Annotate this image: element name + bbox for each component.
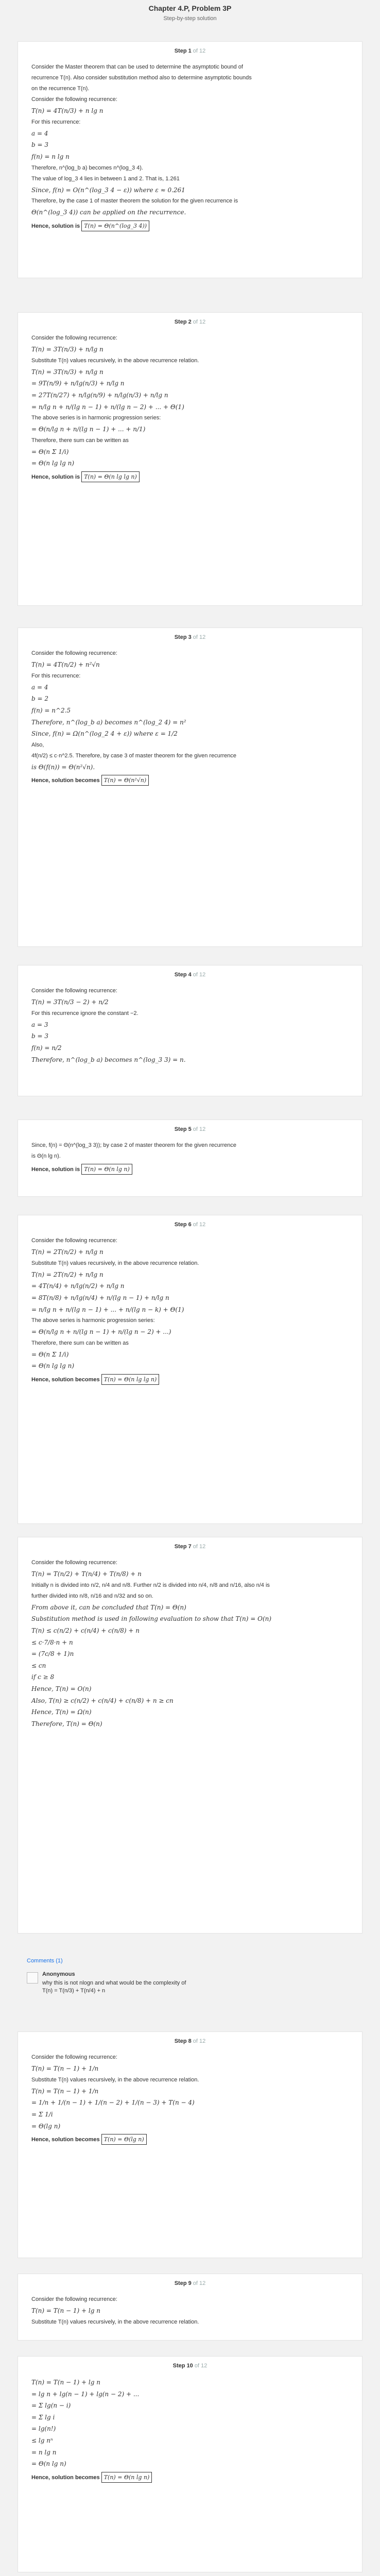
avatar bbox=[27, 1972, 38, 1984]
equation-line: = Σ lg i bbox=[31, 2413, 55, 2421]
equation-line: a = 3 bbox=[31, 1021, 48, 1028]
comment-author[interactable]: Anonymous bbox=[42, 1971, 75, 1977]
text-line: Therefore, n^(log_b a) becomes n^(log_3 4). bbox=[31, 164, 143, 171]
result-prefix: Hence, solution becomes bbox=[31, 1376, 100, 1383]
text-line: Therefore, by the case 1 of master theorem the solution for the given recurrence is bbox=[31, 198, 238, 205]
equation-line: f(n) = n lg n bbox=[31, 153, 70, 161]
equation-line: Since, f(n) = Ω(n^(log_2 4 + ε)) where ε = 1/2 bbox=[31, 730, 178, 738]
equation-line: From above it, can be concluded that T(n) = Θ(n) bbox=[31, 1603, 186, 1611]
result-line bbox=[31, 2472, 349, 2483]
equation-line: b = 2 bbox=[31, 695, 48, 703]
step-card bbox=[18, 1215, 362, 1524]
equation-line: ≤ c·7/8·n + n bbox=[31, 1638, 73, 1646]
text-line: Consider the following recurrence: bbox=[31, 335, 117, 342]
result-box: T(n) = Θ(n lg lg n) bbox=[81, 471, 140, 482]
equation-line: a = 4 bbox=[31, 683, 48, 691]
step-label: Step 9 bbox=[174, 2280, 192, 2286]
text-line: Substitute T(n) values recursively, in the above recurrence relation. bbox=[31, 1260, 199, 1266]
text-line: Consider the following recurrence: bbox=[31, 2054, 117, 2061]
step-heading bbox=[31, 633, 349, 642]
equation-line: T(n) = T(n − 1) + 1/n bbox=[31, 2087, 99, 2095]
equation-line: T(n) = T(n − 1) + lg n bbox=[31, 2379, 100, 2386]
equation-line: Therefore, n^(log_b a) becomes n^(log_2 4) = n² bbox=[31, 718, 186, 726]
equation-line: T(n) = 2T(n/2) + n/lg n bbox=[31, 1248, 103, 1256]
equation-line: = Θ(n lg n) bbox=[31, 2460, 66, 2468]
step-heading bbox=[31, 318, 349, 327]
text-line: Since, f(n) = Θ(n^(log_3 3)); by case 2 of master theorem for the given recurrence bbox=[31, 1142, 236, 1149]
step-count: of 12 bbox=[193, 319, 206, 325]
step-card bbox=[18, 1537, 362, 1934]
step-count: of 12 bbox=[193, 634, 206, 640]
equation-line: = n lg n bbox=[31, 2448, 57, 2456]
equation-line: Hence, T(n) = Ω(n) bbox=[31, 1708, 92, 1716]
equation-line: Therefore, n^(log_b a) becomes n^(log_3 3) = n. bbox=[31, 1056, 186, 1063]
step-count: of 12 bbox=[193, 2280, 206, 2286]
step-card bbox=[18, 2356, 362, 2572]
step-count: of 12 bbox=[193, 1126, 206, 1132]
equation-line: = (7c/8 + 1)n bbox=[31, 1650, 74, 1658]
step-count: of 12 bbox=[193, 48, 206, 54]
step-label: Step 2 bbox=[174, 319, 192, 325]
text-line: Substitute T(n) values recursively, in the above recurrence relation. bbox=[31, 2318, 199, 2325]
text-line: Initially n is divided into n/2, n/4 and n/8. Further n/2 is divided into n/4, n/8 and n/16, also n/4 is bbox=[31, 1582, 270, 1588]
step-card bbox=[18, 965, 362, 1096]
page-title: Chapter 4.P, Problem 3P bbox=[148, 4, 232, 12]
comment bbox=[27, 1971, 356, 2007]
result-box: T(n) = Θ(n lg n) bbox=[81, 1164, 132, 1175]
equation-line: Hence, T(n) = O(n) bbox=[31, 1685, 92, 1692]
result-box: T(n) = Θ(n lg lg n) bbox=[101, 1374, 160, 1385]
result-line bbox=[31, 471, 349, 482]
text-line: Consider the following recurrence: bbox=[31, 1238, 117, 1244]
equation-line: if c ≥ 8 bbox=[31, 1673, 55, 1681]
equation-line: T(n) = 4T(n/2) + n²√n bbox=[31, 661, 100, 669]
step-heading bbox=[31, 47, 349, 56]
step-label: Step 6 bbox=[174, 1222, 192, 1228]
text-line: The above series is harmonic progression series: bbox=[31, 1317, 155, 1324]
equation-line: = 27T(n/27) + n/lg(n/9) + n/lg(n/3) + n/lg n bbox=[31, 391, 168, 399]
equation-line: = Θ(n Σ 1/i) bbox=[31, 448, 69, 455]
step-label: Step 5 bbox=[174, 1126, 192, 1132]
equation-line: = n/lg n + n/(lg n − 1) + ... + n/(lg n − k) + Θ(1) bbox=[31, 1306, 184, 1313]
equation-line: f(n) = n/2 bbox=[31, 1044, 62, 1052]
step-count: of 12 bbox=[193, 1222, 206, 1228]
equation-line: T(n) = 3T(n/3 − 2) + n/2 bbox=[31, 998, 109, 1006]
result-box: T(n) = Θ(n²√n) bbox=[101, 775, 149, 786]
equation-line: = Θ(n/lg n + n/(lg n − 1) + ... + n/1) bbox=[31, 426, 146, 433]
equation-line: T(n) = 2T(n/2) + n/lg n bbox=[31, 1270, 103, 1278]
equation-line: T(n) = 4T(n/3) + n lg n bbox=[31, 107, 103, 115]
equation-line: Therefore, T(n) = Θ(n) bbox=[31, 1720, 102, 1727]
equation-line: Also, T(n) ≥ c(n/2) + c(n/4) + c(n/8) + n ≥ cn bbox=[31, 1697, 174, 1704]
page-subtitle: Step-by-step solution bbox=[163, 15, 217, 22]
text-line: on the recurrence T(n). bbox=[31, 86, 90, 92]
step-card bbox=[18, 1120, 362, 1197]
equation-line: is Θ(f(n)) = Θ(n²√n). bbox=[31, 763, 95, 771]
equation-line: ≤ cn bbox=[31, 1662, 46, 1669]
equation-line: a = 4 bbox=[31, 129, 48, 137]
step-card bbox=[18, 628, 362, 947]
step-heading bbox=[31, 2362, 349, 2370]
step-heading bbox=[31, 1221, 349, 1229]
equation-line: = lg(n!) bbox=[31, 2425, 56, 2433]
result-prefix: Hence, solution becomes bbox=[31, 2474, 100, 2481]
equation-line: ≤ lg nⁿ bbox=[31, 2437, 53, 2445]
equation-line: = Σ 1/i bbox=[31, 2110, 53, 2118]
step-heading bbox=[31, 2037, 349, 2046]
step-label: Step 8 bbox=[174, 2038, 192, 2044]
equation-line: T(n) ≤ c(n/2) + c(n/4) + c(n/8) + n bbox=[31, 1626, 140, 1634]
equation-line: T(n) = 3T(n/3) + n/lg n bbox=[31, 346, 103, 353]
step-label: Step 3 bbox=[174, 634, 192, 640]
result-line bbox=[31, 2134, 349, 2145]
equation-line: T(n) = T(n/2) + T(n/4) + T(n/8) + n bbox=[31, 1570, 142, 1578]
equation-line: = Θ(n lg lg n) bbox=[31, 1362, 75, 1370]
text-line: recurrence T(n). Also consider substitution method also to determine asymptotic bounds bbox=[31, 75, 252, 81]
text-line: Consider the following recurrence: bbox=[31, 1560, 117, 1566]
equation-line: = n/lg n + n/(lg n − 1) + n/(lg n − 2) + ... + Θ(1) bbox=[31, 403, 184, 411]
text-line: is Θ(n lg n). bbox=[31, 1153, 61, 1160]
step-heading bbox=[31, 2279, 349, 2288]
equation-line: = 1/n + 1/(n − 1) + 1/(n − 2) + 1/(n − 3) + T(n − 4) bbox=[31, 2099, 195, 2107]
text-line: Consider the Master theorem that can be used to determine the asymptotic bound of bbox=[31, 64, 243, 71]
text-line: Consider the following recurrence: bbox=[31, 2296, 117, 2303]
equation-line: = Σ lg(n − i) bbox=[31, 2402, 71, 2410]
text-line: For this recurrence: bbox=[31, 672, 81, 679]
result-prefix: Hence, solution becomes bbox=[31, 2137, 100, 2143]
result-line bbox=[31, 221, 349, 231]
equation-line: = Θ(lg n) bbox=[31, 2122, 61, 2130]
result-box: T(n) = Θ(lg n) bbox=[101, 2134, 147, 2145]
text-line: The value of log_3 4 lies in between 1 and 2. That is, 1.261 bbox=[31, 175, 180, 182]
equation-line: T(n) = 3T(n/3) + n/lg n bbox=[31, 368, 103, 376]
result-prefix: Hence, solution is bbox=[31, 1166, 80, 1173]
equation-line: = Θ(n/lg n + n/(lg n − 1) + n/(lg n − 2) + ...) bbox=[31, 1328, 171, 1336]
result-prefix: Hence, solution is bbox=[31, 223, 80, 229]
comments-link[interactable]: Comments (1) bbox=[27, 1958, 63, 1964]
step-heading bbox=[31, 1543, 349, 1551]
text-line: For this recurrence ignore the constant −2. bbox=[31, 1010, 139, 1016]
result-line bbox=[31, 775, 349, 786]
equation-line: = Θ(n lg lg n) bbox=[31, 460, 75, 467]
equation-line: Since, f(n) = O(n^(log_3 4 − ε)) where ε ≈ 0.261 bbox=[31, 186, 185, 194]
step-card bbox=[18, 2274, 362, 2341]
result-box: T(n) = Θ(n lg n) bbox=[101, 2472, 152, 2483]
equation-line: = lg n + lg(n − 1) + lg(n − 2) + ... bbox=[31, 2390, 140, 2398]
text-line: Therefore, there sum can be written as bbox=[31, 1340, 129, 1346]
equation-line: T(n) = T(n − 1) + lg n bbox=[31, 2307, 100, 2315]
step-count: of 12 bbox=[193, 2038, 206, 2044]
step-count: of 12 bbox=[193, 1544, 206, 1550]
step-card bbox=[18, 312, 362, 606]
step-heading bbox=[31, 971, 349, 979]
text-line: Also, bbox=[31, 741, 44, 748]
text-line: The above series is in harmonic progression series: bbox=[31, 415, 161, 421]
equation-line: f(n) = n^2.5 bbox=[31, 706, 71, 714]
step-label: Step 4 bbox=[174, 972, 192, 978]
result-prefix: Hence, solution is bbox=[31, 473, 80, 480]
text-line: For this recurrence: bbox=[31, 118, 81, 125]
result-prefix: Hence, solution becomes bbox=[31, 777, 100, 784]
step-heading bbox=[31, 1125, 349, 1134]
equation-line: = 4T(n/4) + n/lg(n/2) + n/lg n bbox=[31, 1282, 125, 1290]
result-line bbox=[31, 1374, 349, 1385]
step-card bbox=[18, 41, 362, 278]
text-line: Consider the following recurrence: bbox=[31, 96, 117, 103]
text-line: Substitute T(n) values recursively, in the above recurrence relation. bbox=[31, 2076, 199, 2083]
text-line: Therefore, there sum can be written as bbox=[31, 437, 129, 444]
step-count: of 12 bbox=[193, 972, 206, 978]
equation-line: Θ(n^(log_3 4)) can be applied on the recurrence. bbox=[31, 209, 186, 216]
step-label: Step 1 bbox=[174, 48, 192, 54]
text-line: Substitute T(n) values recursively, in the above recurrence relation. bbox=[31, 357, 199, 364]
step-count: of 12 bbox=[194, 2363, 208, 2369]
equation-line: = Θ(n Σ 1/i) bbox=[31, 1350, 69, 1358]
equation-line: Substitution method is used in following evaluation to show that T(n) = O(n) bbox=[31, 1615, 272, 1623]
equation-line: b = 3 bbox=[31, 1032, 48, 1040]
step-card bbox=[18, 2031, 362, 2258]
step-label: Step 7 bbox=[174, 1544, 192, 1550]
result-box: T(n) = Θ(n^(log_3 4)) bbox=[81, 221, 149, 231]
equation-line: b = 3 bbox=[31, 141, 48, 149]
text-line: further divided into n/8, n/16 and n/32 and so on. bbox=[31, 1592, 153, 1599]
text-line: 4f(n/2) ≤ c·n^2.5. Therefore, by case 3 of master theorem for the given recurrence bbox=[31, 752, 237, 759]
text-line: Consider the following recurrence: bbox=[31, 650, 117, 657]
step-label: Step 10 bbox=[172, 2363, 193, 2369]
comment-text: why this is not nlogn and what would be the complexity of T(n) = T(n/3) + T(n/4) + n bbox=[42, 1980, 186, 1994]
result-line bbox=[31, 1164, 349, 1175]
equation-line: = 8T(n/8) + n/lg(n/4) + n/(lg n − 1) + n/lg n bbox=[31, 1294, 169, 1301]
equation-line: T(n) = T(n − 1) + 1/n bbox=[31, 2065, 99, 2073]
equation-line: = 9T(n/9) + n/lg(n/3) + n/lg n bbox=[31, 380, 125, 387]
text-line: Consider the following recurrence: bbox=[31, 988, 117, 994]
